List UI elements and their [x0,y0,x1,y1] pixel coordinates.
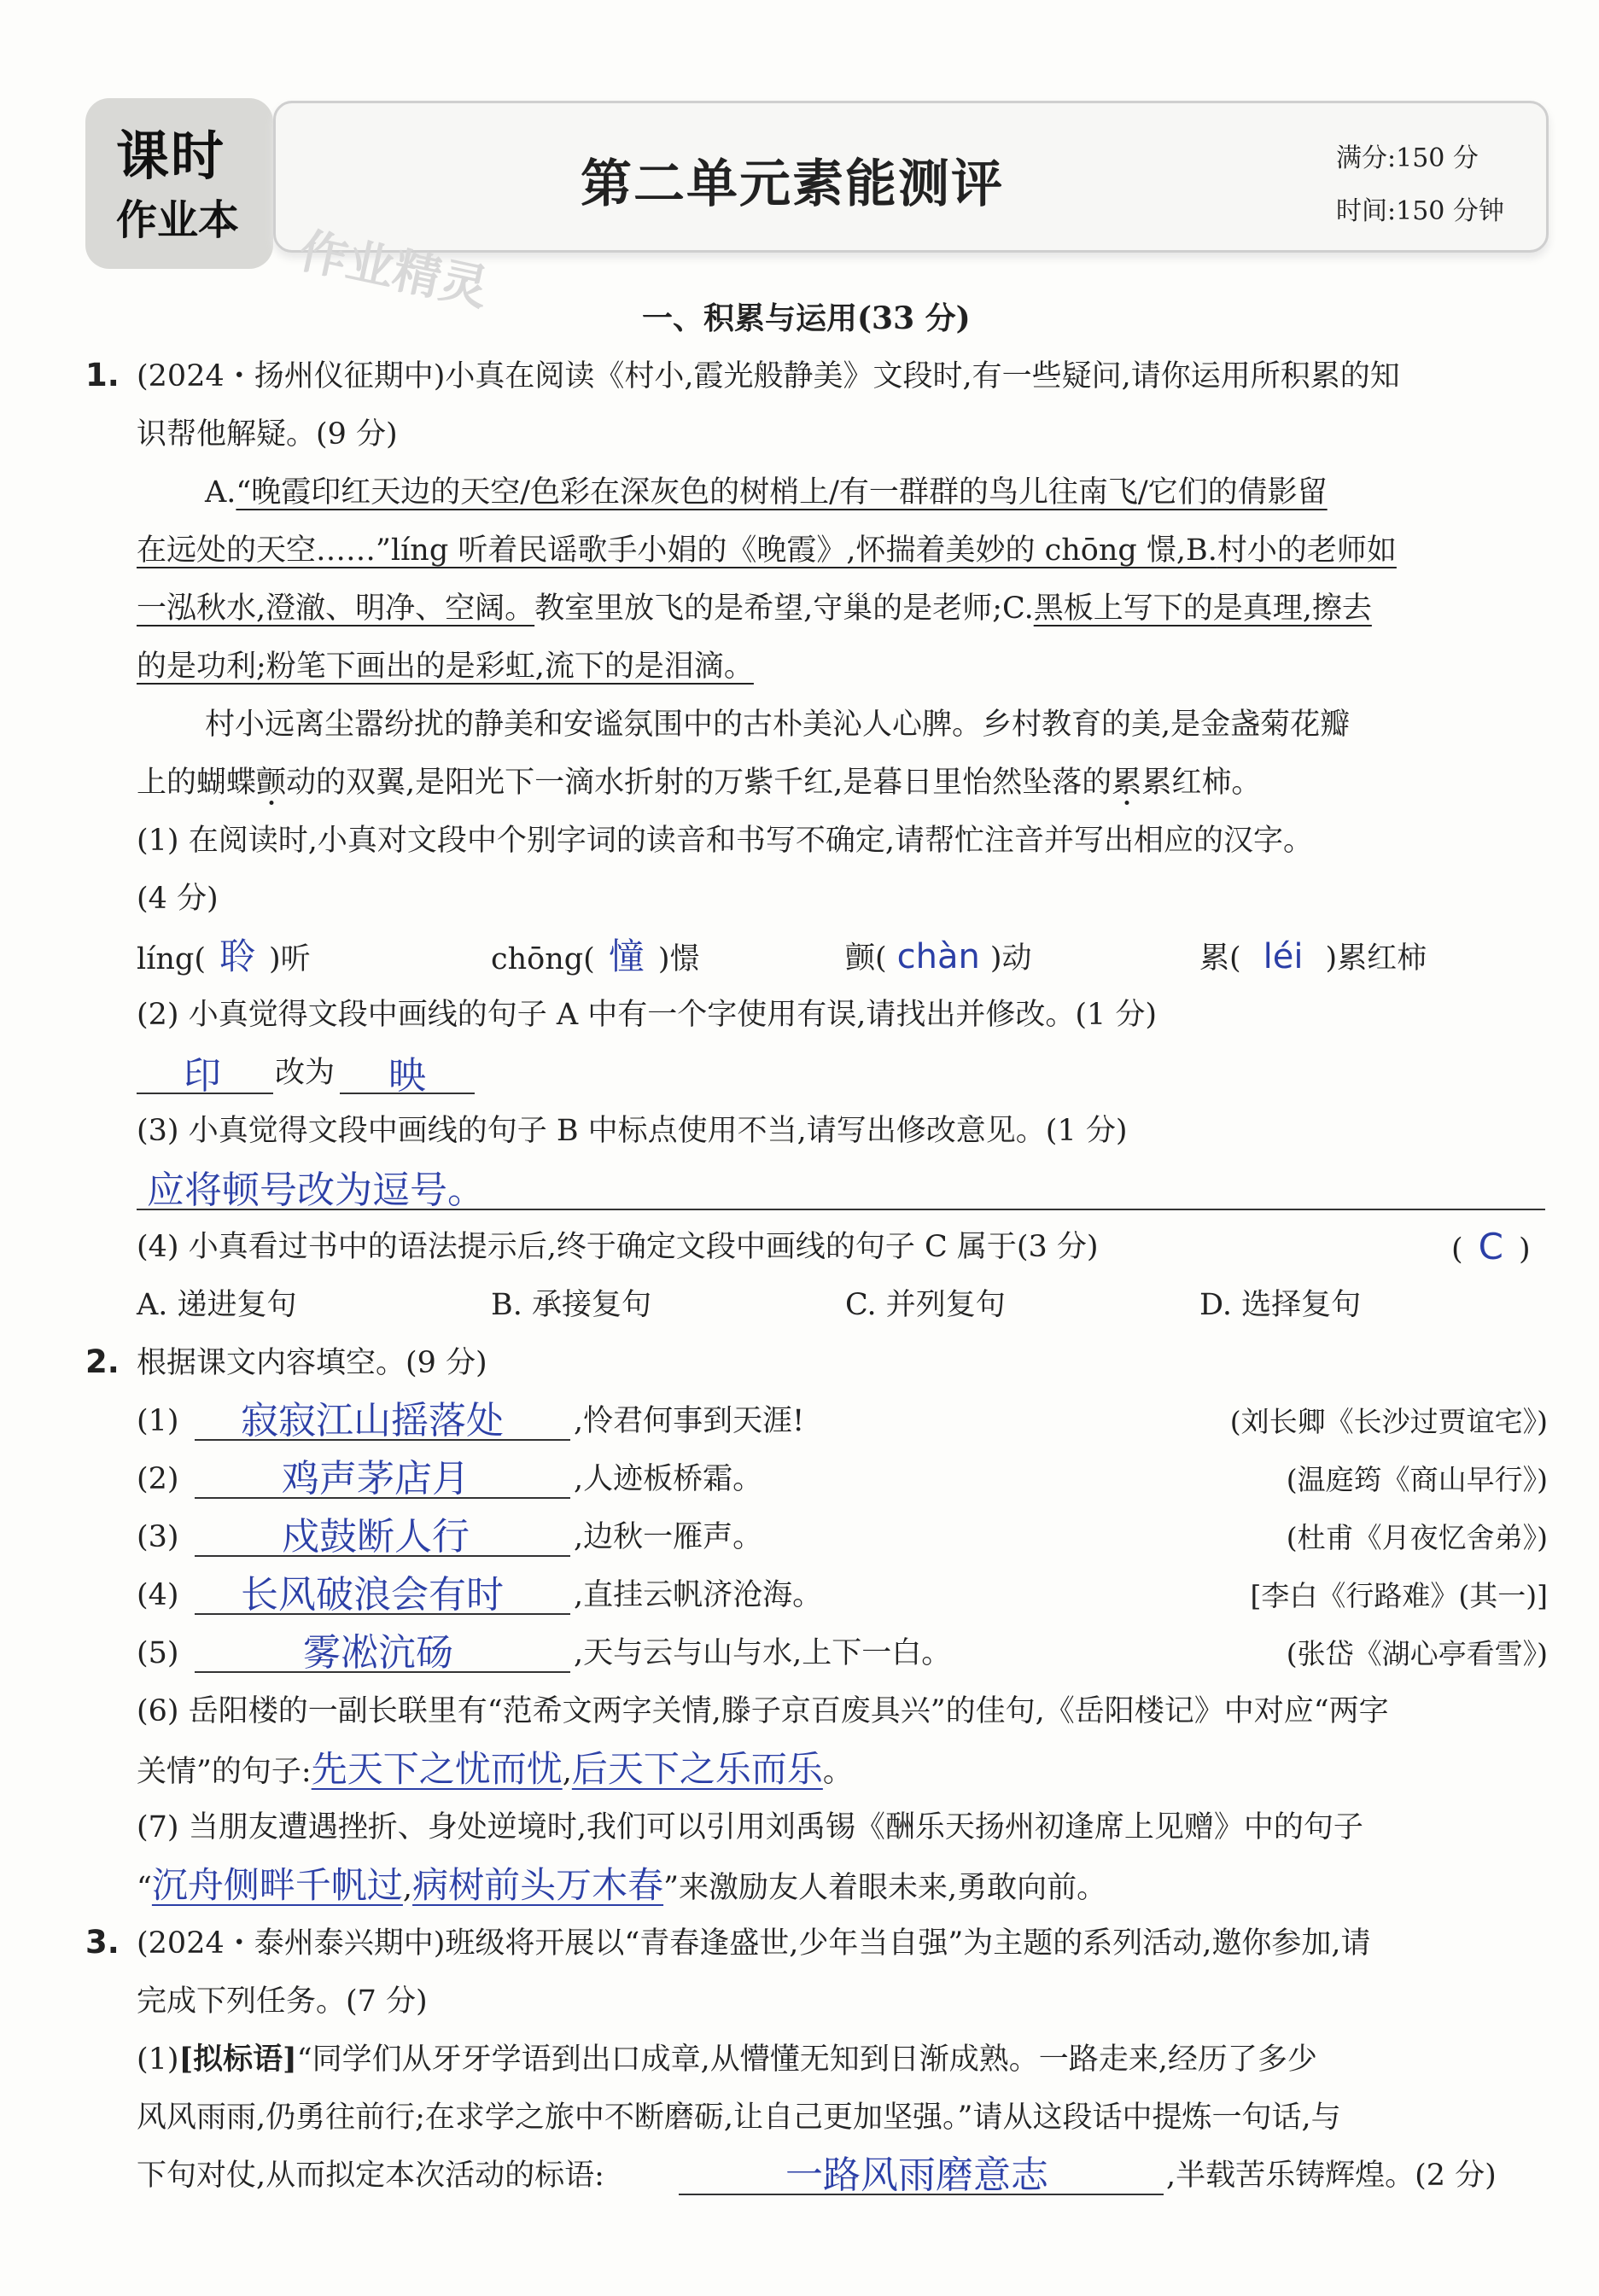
fill-4-pre: 累( [1199,941,1241,976]
dotted-char-chan: 颤 [256,766,287,800]
q2-item-6-answer-2[interactable]: 后天下之乐而乐 [571,1748,823,1790]
question-1-number: 1. [85,357,120,393]
q3-sub1-answer: 一路风雨磨意志 [785,2153,1048,2197]
q2-item-7-answer-2[interactable]: 病树前头万木春 [412,1864,664,1906]
question-3-number: 3. [85,1924,120,1961]
sub2-answer-1: 印 [184,1054,221,1098]
q2-item-6-line2 [137,1748,853,1793]
q2-item-3-num: (3) [137,1520,179,1554]
passage-a-label: A. [205,475,236,510]
passage-b-start: 村小的老师如 [1217,533,1397,568]
q3-sub1-line3: 下句对仗,从而拟定本次活动的标语: [137,2159,604,2193]
passage-line-3 [137,587,1372,630]
fill-2-post: )憬 [657,942,700,976]
q2-item-3-answer: 戍鼓断人行 [282,1515,470,1559]
q2-item-1-answer: 寂寂江山摇落处 [241,1399,504,1442]
sub4-answer-box[interactable] [1451,1226,1531,1271]
q3-sub1-number: (1) [137,2043,179,2077]
q2-item-4-source: [李白《行路难》(其一)] [1250,1579,1548,1612]
fill-3-answer[interactable]: chàn [896,937,980,976]
passage-line-5: 村小远离尘嚣纷扰的静美和安谧氛围中的古朴美沁人心脾。乡村教育的美,是金盏菊花瓣 [205,708,1351,742]
q2-item-7-end: ”来激励友人着眼未来,勇敢向前。 [663,1871,1107,1905]
q3-sub1-line3-end: ,半载苦乐铸辉煌。(2 分) [1166,2159,1497,2193]
fill-3-post: )动 [989,941,1032,976]
option-b[interactable]: B. 承接复句 [491,1288,651,1322]
q2-item-4-num: (4) [137,1578,179,1612]
q1-sub1: (1) 在阅读时,小真对文段中个别字词的读音和书写不确定,请帮忙注音并写出相应的汉字。 [137,824,1313,858]
q1-sub1-score: (4 分) [137,882,219,916]
q2-item-2-num: (2) [137,1462,179,1496]
passage-line-2-text: 在远处的天空……”líng 听着民谣歌手小娟的《晚霞》,怀揣着美妙的 chōng 憬,B. [137,533,1217,568]
sub4-paren-right: ) [1518,1232,1531,1267]
passage-b-end: 一泓秋水,澄澈、明净、空阔。 [137,591,535,626]
q2-item-4-answer: 长风破浪会有时 [241,1573,504,1617]
fill-4-answer[interactable]: léi [1263,937,1304,976]
q3-sub1-line2: 风风雨雨,仍勇往前行;在求学之旅中不断磨砺,让自己更加坚强。”请从这段话中提炼一句话,与 [137,2101,1341,2135]
q3-intro-1: (2024・泰州泰兴期中)班级将开展以“青春逢盛世,少年当自强”为主题的系列活动,邀你参加,请 [137,1926,1371,1961]
q2-item-1-num: (1) [137,1404,179,1438]
passage-line-1 [205,471,1328,514]
q2-item-7-line1: (7) 当朋友遭遇挫折、身处逆境时,我们可以引用刘禹锡《酬乐天扬州初逢席上见赠》中的句子 [137,1810,1363,1844]
fill-2-answer[interactable]: 憧 [608,935,645,977]
sub2-answer-2: 映 [388,1054,426,1098]
sub3-answer: 应将顿号改为逗号。 [147,1168,485,1212]
fill-item-1 [137,935,311,981]
q2-intro: 根据课文内容填空。(9 分) [137,1346,487,1380]
fill-item-3 [845,935,1032,980]
fill-1-pre: líng( [137,942,206,976]
section-title: 一、积累与运用(33 分) [642,300,971,336]
passage-line-3-mid: 教室里放飞的是希望,守巢的是老师;C. [534,591,1034,626]
dotted-char-lei: 累 [1112,766,1142,800]
passage-line-6-b: 动的双翼,是阳光下一滴水折射的万紫千红,是暮日里怡然坠落的 [286,766,1112,800]
q2-item-4-rest: ,直挂云帆济沧海。 [574,1578,823,1612]
q2-item-3-rest: ,边秋一雁声。 [574,1520,763,1554]
q2-item-6-lead: 关情”的句子: [137,1755,312,1789]
q2-item-2-rest: ,人迹板桥霜。 [574,1462,763,1496]
question-2-number: 2. [85,1343,120,1380]
fill-item-4 [1199,935,1427,980]
fill-4-post: )累红柿 [1325,941,1427,976]
watermark: 作业精灵 [294,223,493,318]
passage-line-6-a: 上的蝴蝶 [137,766,257,800]
option-c[interactable]: C. 并列复句 [845,1288,1006,1322]
passage-line-6 [137,761,1261,804]
q2-item-7-comma: , [402,1871,413,1905]
sub4-paren-left: ( [1451,1232,1463,1267]
time-limit: 时间:150 分钟 [1336,196,1504,226]
q3-sub1-tag: [拟标语] [178,2042,297,2077]
passage-c-start: 黑板上写下的是真理,擦去 [1033,591,1372,626]
logo-line1: 课时 [116,125,226,187]
q3-sub1-text-1: “同学们从牙牙学语到出口成章,从懵懂无知到日渐成熟。一路走来,经历了多少 [296,2043,1317,2077]
q1-sub3: (3) 小真觉得文段中画线的句子 B 中标点使用不当,请写出修改意见。(1 分) [137,1114,1128,1148]
q2-item-5-answer: 雾凇沆砀 [303,1631,453,1675]
full-score: 满分:150 分 [1336,143,1479,173]
fill-3-pre: 颤( [845,941,887,976]
sub4-answer: C [1478,1226,1503,1267]
fill-1-post: )听 [269,942,311,976]
q2-item-2-source: (温庭筠《商山早行》) [1286,1463,1548,1496]
q2-item-3-source: (杜甫《月夜忆舍弟》) [1286,1521,1548,1554]
option-a[interactable]: A. 递进复句 [137,1288,297,1322]
q1-sub4: (4) 小真看过书中的语法提示后,终于确定文段中画线的句子 C 属于(3 分) [137,1230,1099,1264]
fill-1-answer[interactable]: 聆 [219,935,256,977]
logo [85,98,273,269]
q2-item-5-rest: ,天与云与山与水,上下一白。 [574,1636,952,1670]
passage-line-6-c: 累红柿。 [1141,766,1262,800]
q2-item-7-line2 [137,1864,1106,1909]
page-title: 第二单元素能测评 [581,154,1004,214]
q2-item-7-open-quote: “ [137,1871,152,1905]
sub2-change-to: 改为 [275,1056,336,1090]
q2-item-5-num: (5) [137,1636,179,1670]
q2-item-1-source: (刘长卿《长沙过贾谊宅》) [1229,1405,1548,1438]
q2-item-6-end: 。 [822,1755,853,1789]
q2-item-1-rest: ,怜君何事到天涯! [574,1404,805,1438]
q2-item-2-answer: 鸡声茅店月 [282,1457,470,1501]
q2-item-6-line1: (6) 岳阳楼的一副长联里有“范希文两字关情,滕子京百废具兴”的佳句,《岳阳楼记》中对应“两字 [137,1694,1389,1728]
q1-sub2: (2) 小真觉得文段中画线的句子 A 中有一个字使用有误,请找出并修改。(1 分) [137,998,1158,1032]
q1-intro-2: 识帮他解疑。(9 分) [137,417,398,452]
q2-item-6-answer-1[interactable]: 先天下之忧而忧 [311,1748,563,1790]
fill-2-pre: chōng( [491,942,595,976]
logo-line2: 作业本 [116,196,240,244]
q2-item-5-source: (张岱《湖心亭看雪》) [1286,1637,1548,1670]
option-d[interactable]: D. 选择复句 [1199,1288,1362,1322]
score-info [1336,132,1504,238]
q3-intro-2: 完成下列任务。(7 分) [137,1984,428,2019]
q2-item-6-comma: , [562,1755,572,1789]
q3-sub1-line1 [137,2038,1317,2081]
passage-a-quote: “晚霞印红天边的天空/色彩在深灰色的树梢上/有一群群的鸟儿往南飞/它们的倩影留 [236,475,1328,510]
passage-c-end: 的是功利;粉笔下画出的是彩虹,流下的是泪滴。 [137,650,754,684]
fill-item-2 [491,935,700,981]
passage-line-4 [137,645,754,688]
passage-line-2 [137,529,1397,572]
q2-item-7-answer-1[interactable]: 沉舟侧畔千帆过 [151,1864,403,1906]
q1-intro-1: (2024・扬州仪征期中)小真在阅读《村小,霞光般静美》文段时,有一些疑问,请你运用所积累的知 [137,359,1400,393]
